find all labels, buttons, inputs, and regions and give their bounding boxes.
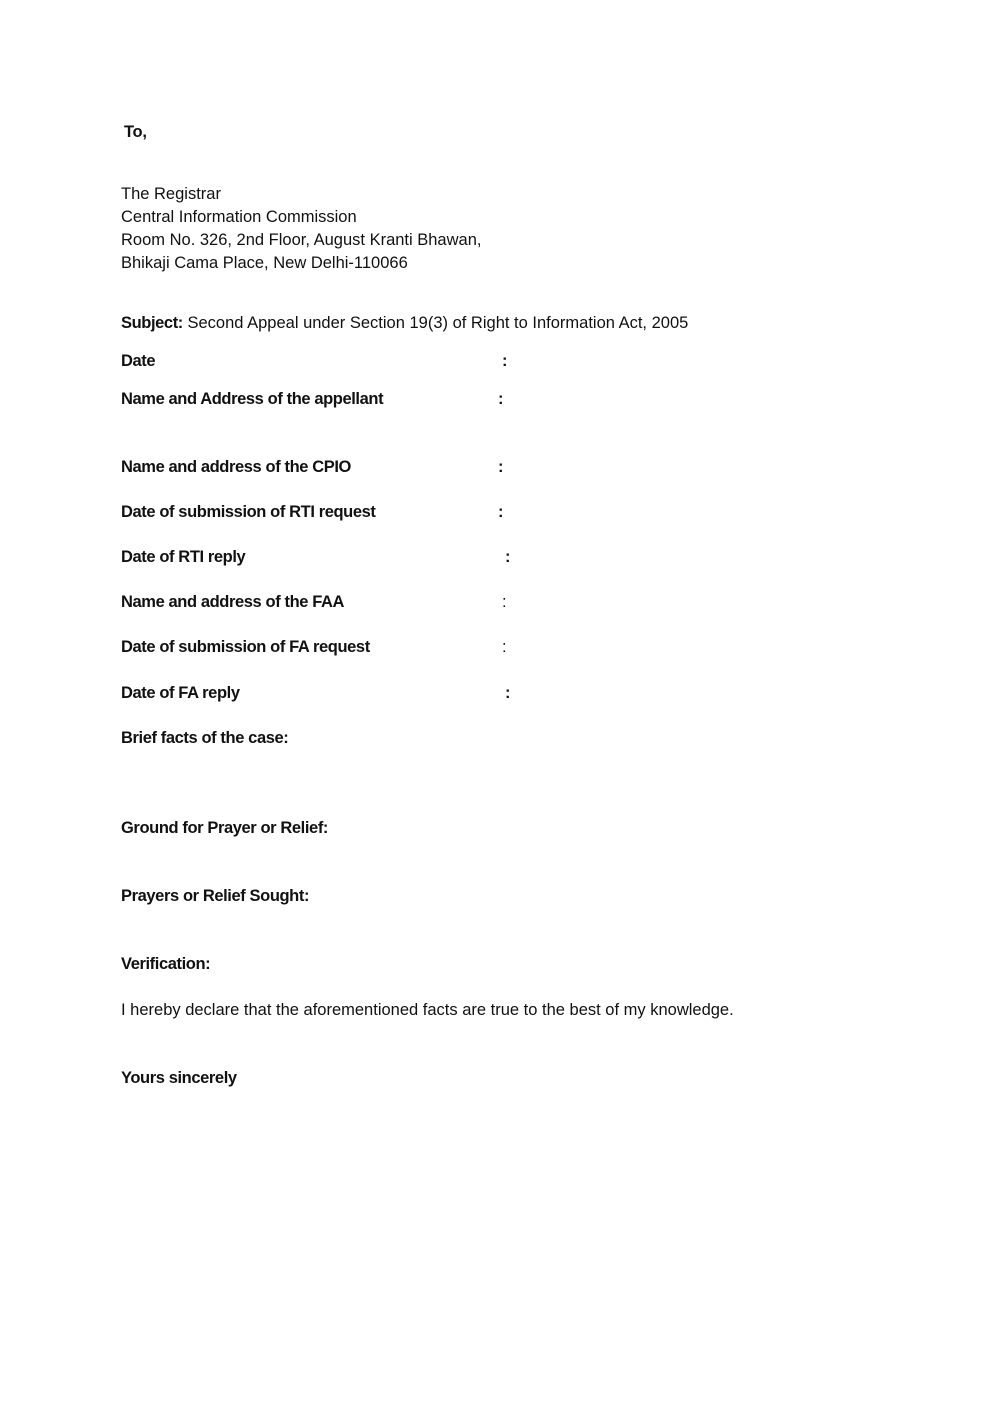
subject-text: Second Appeal under Section 19(3) of Right to Information Act, 2005: [187, 314, 689, 332]
field-separator: :: [498, 458, 504, 476]
subject-label: Subject:: [121, 314, 183, 332]
section-heading-verification: Verification:: [121, 955, 211, 973]
field-label-faa: Name and address of the FAA: [121, 593, 345, 611]
field-label-fa-submission-date: Date of submission of FA request: [121, 638, 370, 656]
declaration-text: I hereby declare that the aforementioned facts are true to the best of my knowledge.: [121, 1001, 734, 1019]
field-separator: :: [502, 593, 507, 611]
section-heading-brief-facts: Brief facts of the case:: [121, 729, 289, 747]
section-heading-ground: Ground for Prayer or Relief:: [121, 819, 329, 837]
recipient-line: Central Information Commission: [121, 208, 357, 226]
field-separator: :: [498, 390, 504, 408]
subject-line: [121, 314, 688, 333]
field-separator: :: [502, 352, 508, 370]
recipient-line: The Registrar: [121, 185, 221, 203]
section-heading-prayers: Prayers or Relief Sought:: [121, 887, 310, 905]
field-separator: :: [505, 548, 511, 566]
recipient-line: Room No. 326, 2nd Floor, August Kranti Bhawan,: [121, 231, 482, 249]
field-label-rti-reply-date: Date of RTI reply: [121, 548, 246, 566]
field-separator: :: [502, 638, 507, 656]
field-label-appellant: Name and Address of the appellant: [121, 390, 384, 408]
field-label-rti-submission-date: Date of submission of RTI request: [121, 503, 376, 521]
field-label-cpio: Name and address of the CPIO: [121, 458, 351, 476]
salutation: To,: [124, 123, 147, 141]
recipient-line: Bhikaji Cama Place, New Delhi-110066: [121, 254, 408, 272]
field-label-date: Date: [121, 352, 156, 370]
field-separator: :: [498, 503, 504, 521]
closing: Yours sincerely: [121, 1069, 237, 1087]
field-label-fa-reply-date: Date of FA reply: [121, 684, 240, 702]
field-separator: :: [505, 684, 511, 702]
